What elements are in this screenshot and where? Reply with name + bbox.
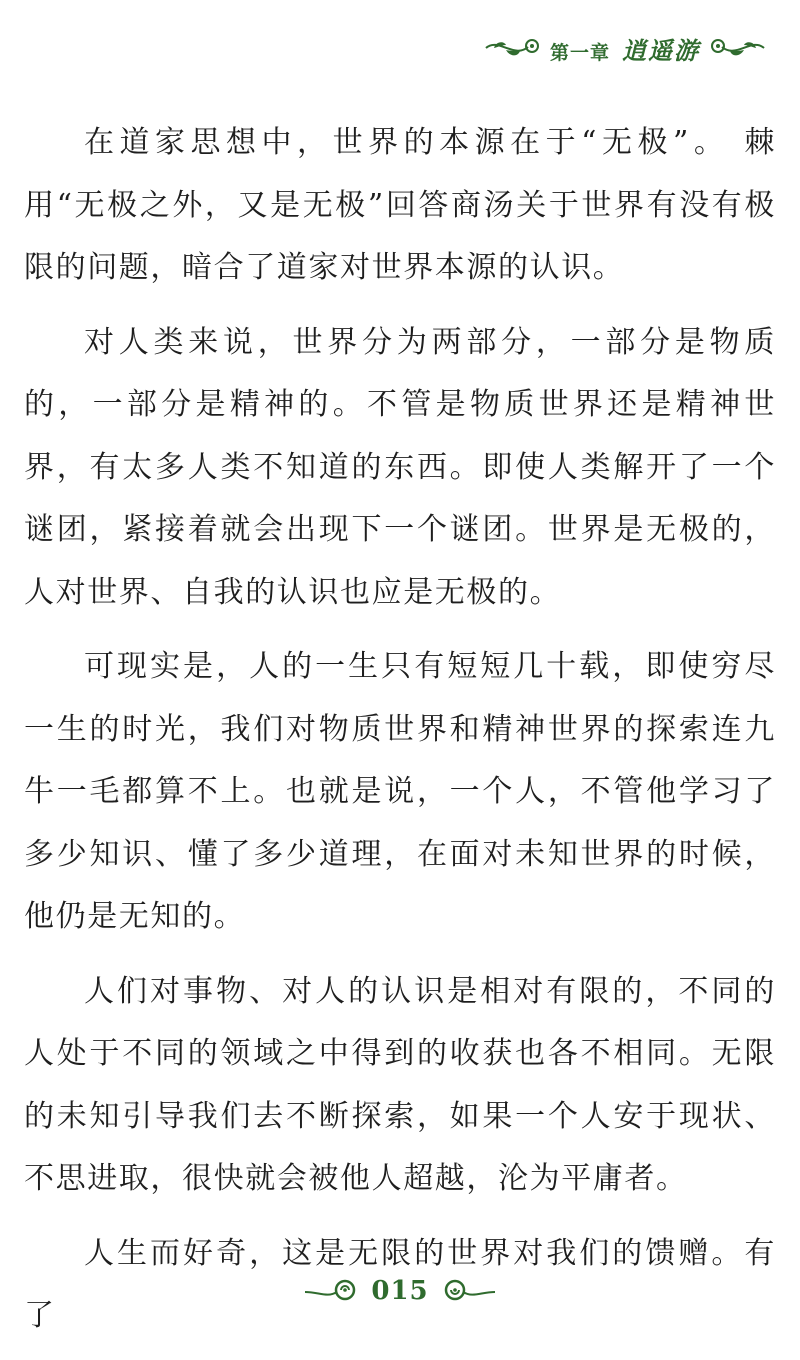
chapter-number: 第一章	[549, 41, 610, 64]
paragraph: 对人类来说，世界分为两部分，一部分是物质的，一部分是精神的。不管是物质世界还是精神世界，有太多人类不知道的东西。即使人类解开了一个谜团，紧接着就会出现下一个谜团。世界是无极的，人对世界、自我的认识也应是无极的。	[24, 324, 776, 610]
page-footer	[0, 1276, 800, 1306]
chapter-heading	[550, 31, 700, 66]
paragraph: 可现实是，人的一生只有短短几十载，即使穷尽一生的时光，我们对物质世界和精神世界的探索连九牛一毛都算不上。也就是说，一个人，不管他学习了多少知识、懂了多少道理，在面对未知世界的时候，他仍是无知的。	[24, 649, 776, 934]
left-scroll-ornament-icon	[303, 1278, 361, 1304]
body-text	[24, 112, 776, 1360]
paragraph: 人们对事物、对人的认识是相对有限的，不同的人处于不同的领域之中得到的收获也各不相同。无限的未知引导我们去不断探索，如果一个人安于现状、不思进取，很快就会被他人超越，沦为平庸者。	[24, 973, 776, 1196]
left-leaf-ornament-icon	[484, 33, 542, 63]
running-header	[484, 26, 766, 70]
paragraph: 人生而好奇，这是无限的世界对我们的馈赠。有了	[24, 1235, 776, 1333]
chapter-title: 逍遥游	[622, 35, 700, 65]
right-leaf-ornament-icon	[708, 33, 766, 63]
right-scroll-ornament-icon	[439, 1278, 497, 1304]
paragraph: 在道家思想中，世界的本源在于“无极”。 棘用“无极之外，又是无极”回答商汤关于世界有没有极限的问题，暗合了道家对世界本源的认识。	[24, 125, 776, 285]
page-number: 015	[371, 1276, 429, 1306]
